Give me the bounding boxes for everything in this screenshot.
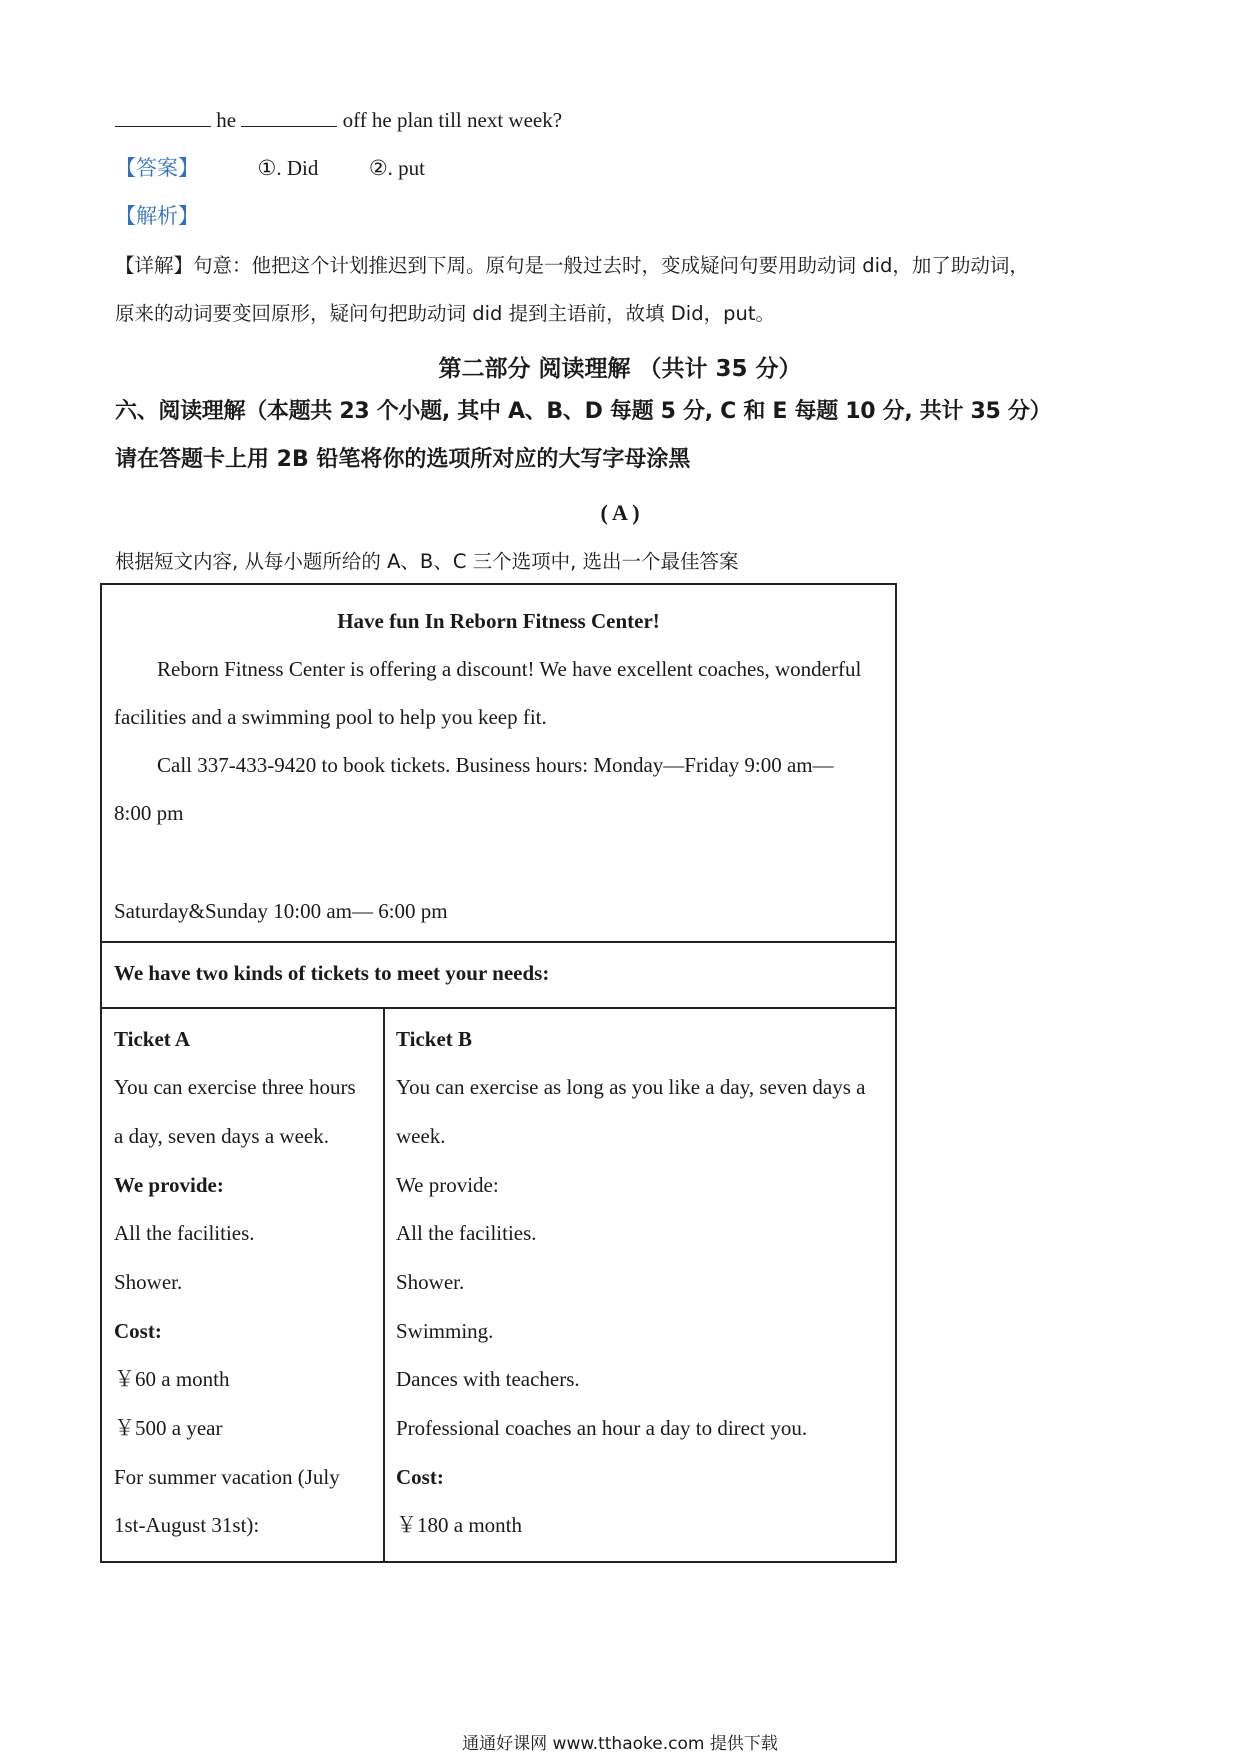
ticket-a-line: Cost: [114, 1319, 162, 1343]
ad-title: Have fun In Reborn Fitness Center! [337, 609, 660, 633]
table-column-divider [383, 1009, 385, 1561]
question-word-he: he [216, 108, 237, 132]
answer-option-1: ①. Did [257, 156, 319, 180]
ticket-b-line: Cost: [396, 1465, 444, 1489]
ad-paragraph-2-line-1: Call 337-433-9420 to book tickets. Business hours: Monday—Friday 9:00 am— [157, 753, 834, 777]
question-text: off he plan till next week? [342, 108, 563, 132]
ticket-a-line: 1st-August 31st): [114, 1513, 260, 1537]
ticket-b-line: We provide: [396, 1173, 499, 1197]
ticket-b-line: Swimming. [396, 1319, 494, 1343]
ticket-b-line: week. [396, 1124, 446, 1148]
ticket-a-line: For summer vacation (July [114, 1465, 340, 1489]
answer-line [115, 154, 425, 182]
ad-paragraph-1-line-2: facilities and a swimming pool to help you keep fit. [114, 705, 547, 729]
analysis-detail-line-2: 原来的动词要变回原形，疑问句把助动词 did 提到主语前，故填 Did，put。 [115, 302, 775, 325]
analysis-label: 【解析】 [115, 204, 199, 228]
answer-option-2: ②. put [368, 156, 425, 180]
fill-in-question [115, 106, 562, 134]
answer-blank-1[interactable] [115, 106, 211, 127]
ticket-b-title: Ticket B [396, 1027, 473, 1051]
ticket-b-line: ￥180 a month [396, 1513, 522, 1537]
ad-paragraph-1-line-1: Reborn Fitness Center is offering a discount! We have excellent coaches, wonderful [157, 657, 862, 681]
passage-direction: 根据短文内容, 从每小题所给的 A、B、C 三个选项中, 选出一个最佳答案 [115, 550, 739, 573]
ticket-a-title: Ticket A [114, 1027, 191, 1051]
ticket-b-line: Shower. [396, 1270, 465, 1294]
tickets-intro: We have two kinds of tickets to meet your needs: [114, 961, 550, 985]
ticket-a-line: We provide: [114, 1173, 224, 1197]
ticket-b-line: All the facilities. [396, 1221, 537, 1245]
answer-label: 【答案】 [115, 156, 199, 180]
ticket-a-line: ￥60 a month [114, 1367, 230, 1391]
ticket-b-line: You can exercise as long as you like a day, seven days a [396, 1075, 866, 1099]
table-divider-1 [102, 941, 895, 943]
table-divider-2 [102, 1007, 895, 1009]
ticket-b-line: Dances with teachers. [396, 1367, 580, 1391]
section-six-title: 六、阅读理解（本题共 23 个小题, 其中 A、B、D 每题 5 分, C 和 E 每题 10 分, 共计 35 分） [115, 399, 1052, 424]
ticket-a-line: Shower. [114, 1270, 183, 1294]
ticket-a-line: a day, seven days a week. [114, 1124, 329, 1148]
section-six-instruction: 请在答题卡上用 2B 铅笔将你的选项所对应的大写字母涂黑 [115, 447, 691, 472]
ad-paragraph-2-line-2: 8:00 pm [114, 801, 184, 825]
ticket-b-line: Professional coaches an hour a day to direct you. [396, 1416, 808, 1440]
ticket-a-line: ￥500 a year [114, 1416, 223, 1440]
part-two-title: 第二部分 阅读理解 （共计 35 分） [438, 356, 802, 382]
ticket-a-line: All the facilities. [114, 1221, 255, 1245]
fitness-ad-table [100, 583, 897, 1563]
page-footer: 通通好课网 www.tthaoke.com 提供下载 [462, 1734, 778, 1754]
answer-blank-2[interactable] [241, 106, 337, 127]
passage-label: ( A ) [600, 500, 640, 525]
ad-weekend-hours: Saturday&Sunday 10:00 am— 6:00 pm [114, 899, 448, 923]
ticket-a-line: You can exercise three hours [114, 1075, 356, 1099]
analysis-detail-line-1: 【详解】句意：他把这个计划推迟到下周。原句是一般过去时，变成疑问句要用助动词 did，加了助动词， [115, 254, 1029, 277]
